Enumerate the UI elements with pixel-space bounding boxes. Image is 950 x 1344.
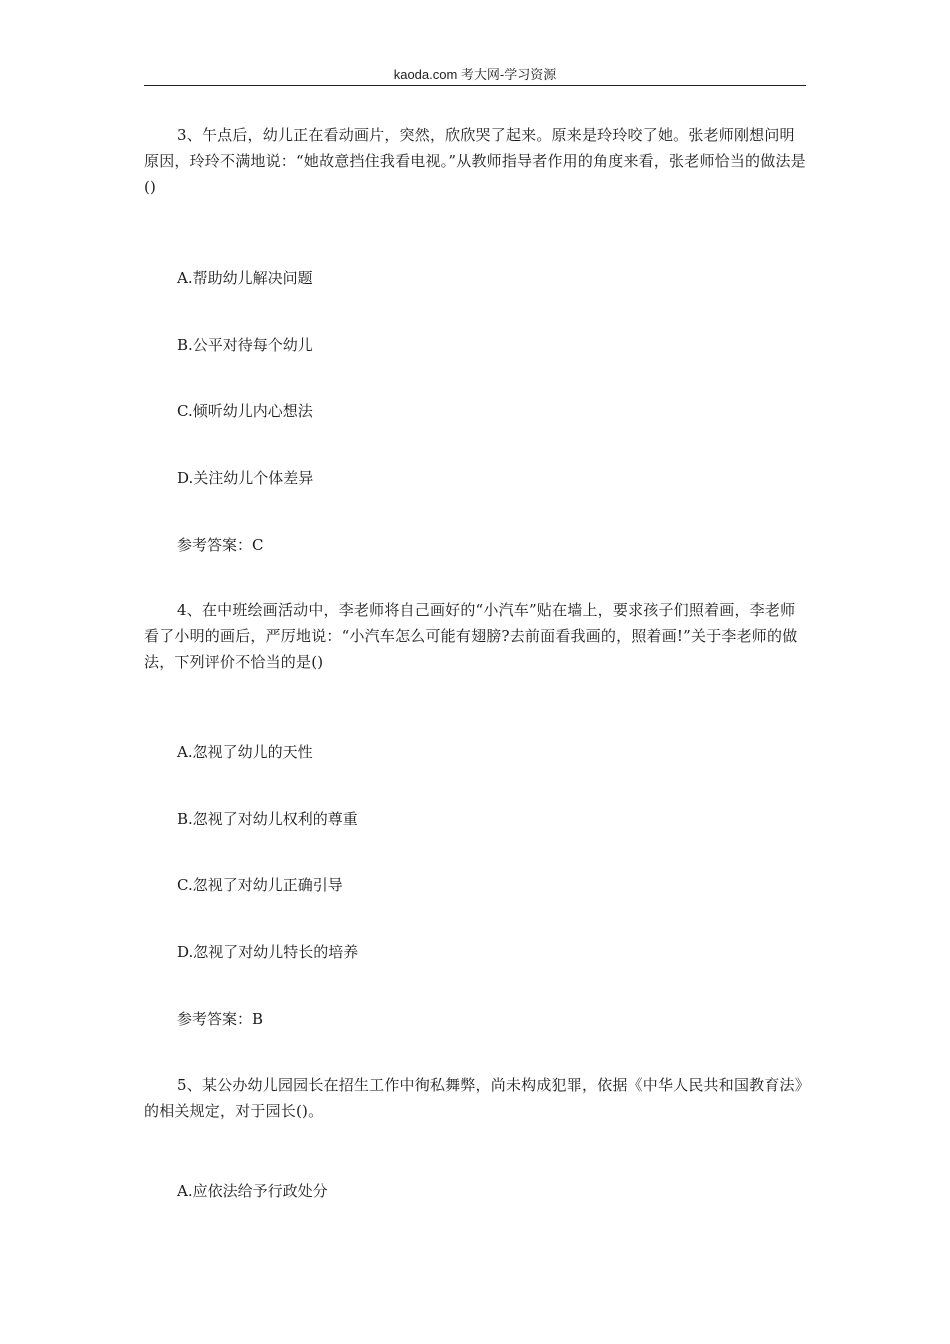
question-3-stem: 3、午点后，幼儿正在看动画片，突然，欣欣哭了起来。原来是玲玲咬了她。张老师刚想问明原因，玲玲不满地说：“她故意挡住我看电视。”从教师指导者作用的角度来看，张老师恰当的做法是() (144, 126, 806, 196)
question-4-option-c: C.忽视了对幼儿正确引导 (177, 876, 343, 894)
question-3-option-b: B.公平对待每个幼儿 (177, 336, 313, 354)
question-3-option-c: C.倾听幼儿内心想法 (177, 402, 313, 420)
question-4-option-b: B.忽视了对幼儿权利的尊重 (177, 810, 358, 828)
header-divider (144, 85, 806, 86)
question-4-option-d: D.忽视了对幼儿特长的培养 (177, 943, 359, 961)
page-header: kaoda.com 考大网-学习资源 (393, 67, 557, 82)
question-5-stem: 5、某公办幼儿园园长在招生工作中徇私舞弊，尚未构成犯罪，依据《中华人民共和国教育法》的相关规定，对于园长()。 (144, 1076, 803, 1120)
question-3-option-a: A.帮助幼儿解决问题 (177, 269, 313, 287)
question-5-option-a: A.应依法给予行政处分 (177, 1182, 328, 1200)
question-4-option-a: A.忽视了幼儿的天性 (177, 743, 313, 761)
question-4-answer: 参考答案：B (177, 1010, 264, 1028)
question-4-stem: 4、在中班绘画活动中，李老师将自己画好的“小汽车”贴在墙上，要求孩子们照着画，李老师看了小明的画后，严厉地说：“小汽车怎么可能有翅膀?去前面看我画的，照着画!”关于李老师的做法，下列评价不恰当的是() (144, 601, 798, 671)
question-3-option-d: D.关注幼儿个体差异 (177, 469, 314, 487)
question-3-answer: 参考答案：C (177, 536, 264, 554)
